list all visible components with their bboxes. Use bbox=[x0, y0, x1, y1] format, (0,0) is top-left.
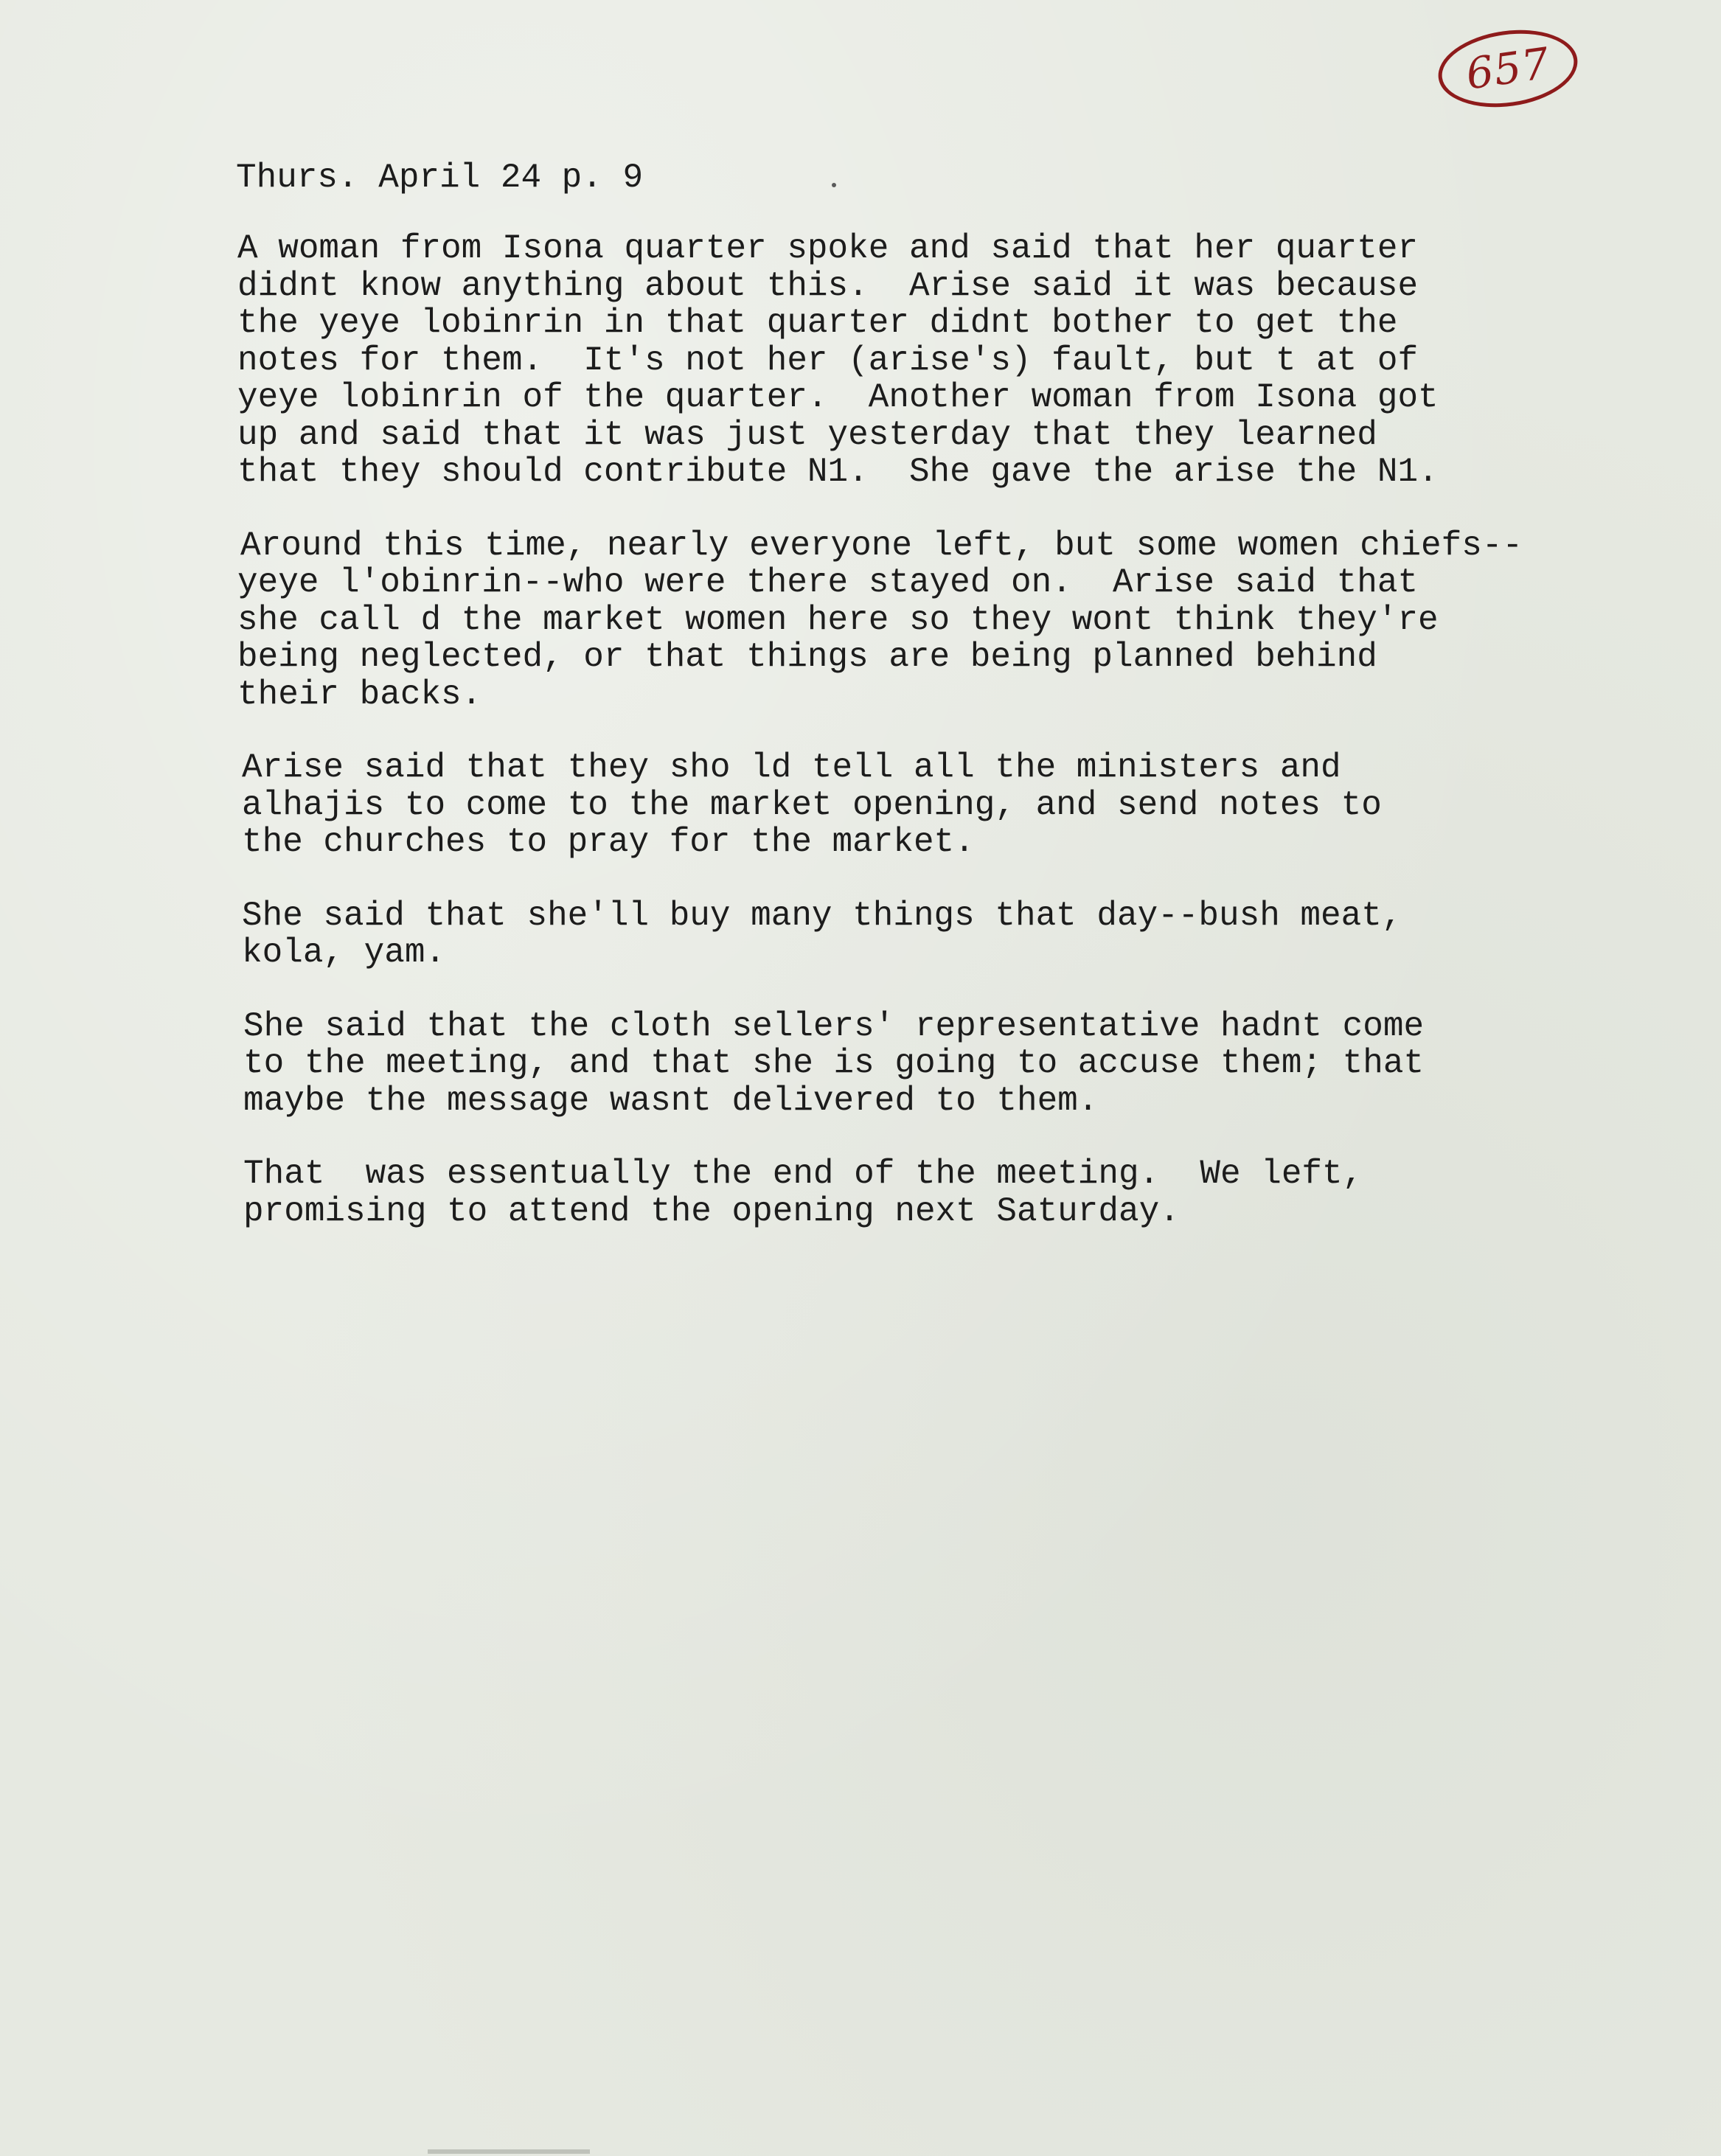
text-line: kola, yam. bbox=[242, 933, 446, 972]
text-line: up and said that it was just yesterday that they learned bbox=[237, 415, 1377, 454]
handwritten-page-number bbox=[1433, 21, 1582, 115]
paragraph-women-chiefs bbox=[237, 527, 1638, 714]
paragraph-meeting-end bbox=[237, 1155, 1638, 1230]
text-line: yeye l'obinrin--who were there stayed on. Arise said that bbox=[237, 563, 1419, 602]
paragraph-purchases bbox=[237, 897, 1638, 972]
text-line: A woman from Isona quarter spoke and said that her quarter bbox=[237, 229, 1419, 268]
text-line: she call d the market women here so they wont think they're bbox=[237, 600, 1439, 639]
text-line: their backs. bbox=[237, 675, 482, 714]
paper-edge-mark bbox=[428, 2149, 590, 2154]
document-body bbox=[237, 230, 1638, 1266]
text-line: Around this time, nearly everyone left, but some women chiefs-- bbox=[240, 526, 1523, 565]
text-line: alhajis to come to the market opening, and send notes to bbox=[242, 785, 1382, 824]
paragraph-cloth-sellers bbox=[237, 1008, 1638, 1120]
page-header: Thurs. April 24 p. 9 bbox=[236, 159, 644, 197]
text-line: the churches to pray for the market. bbox=[242, 823, 975, 861]
paragraph-isona-quarter bbox=[237, 230, 1638, 491]
text-line: That was essentually the end of the meeting. We left, bbox=[243, 1155, 1363, 1193]
text-line: didnt know anything about this. Arise said it was because bbox=[237, 266, 1419, 305]
text-line: yeye lobinrin of the quarter. Another woman from Isona got bbox=[237, 378, 1439, 417]
text-line: to the meeting, and that she is going to accuse them; that bbox=[243, 1044, 1425, 1082]
text-line: being neglected, or that things are being planned behind bbox=[237, 638, 1377, 676]
text-line: She said that the cloth sellers' representative hadnt come bbox=[243, 1006, 1425, 1046]
text-line: that they should contribute N1. She gave the arise the N1. bbox=[237, 453, 1439, 491]
text-line: She said that she'll buy many things that day--bush meat, bbox=[242, 896, 1402, 935]
text-line: notes for them. It's not her (arise's) fault, but t at of bbox=[237, 341, 1419, 380]
ink-speck bbox=[832, 183, 836, 187]
page-number-text: 657 bbox=[1462, 38, 1554, 100]
text-line: maybe the message wasnt delivered to them. bbox=[243, 1081, 1099, 1120]
text-line: the yeye lobinrin in that quarter didnt bother to get the bbox=[237, 304, 1398, 342]
text-line: Arise said that they sho ld tell all the ministers and bbox=[242, 748, 1341, 787]
paragraph-market-opening bbox=[237, 749, 1638, 861]
text-line: promising to attend the opening next Saturday. bbox=[243, 1192, 1180, 1231]
